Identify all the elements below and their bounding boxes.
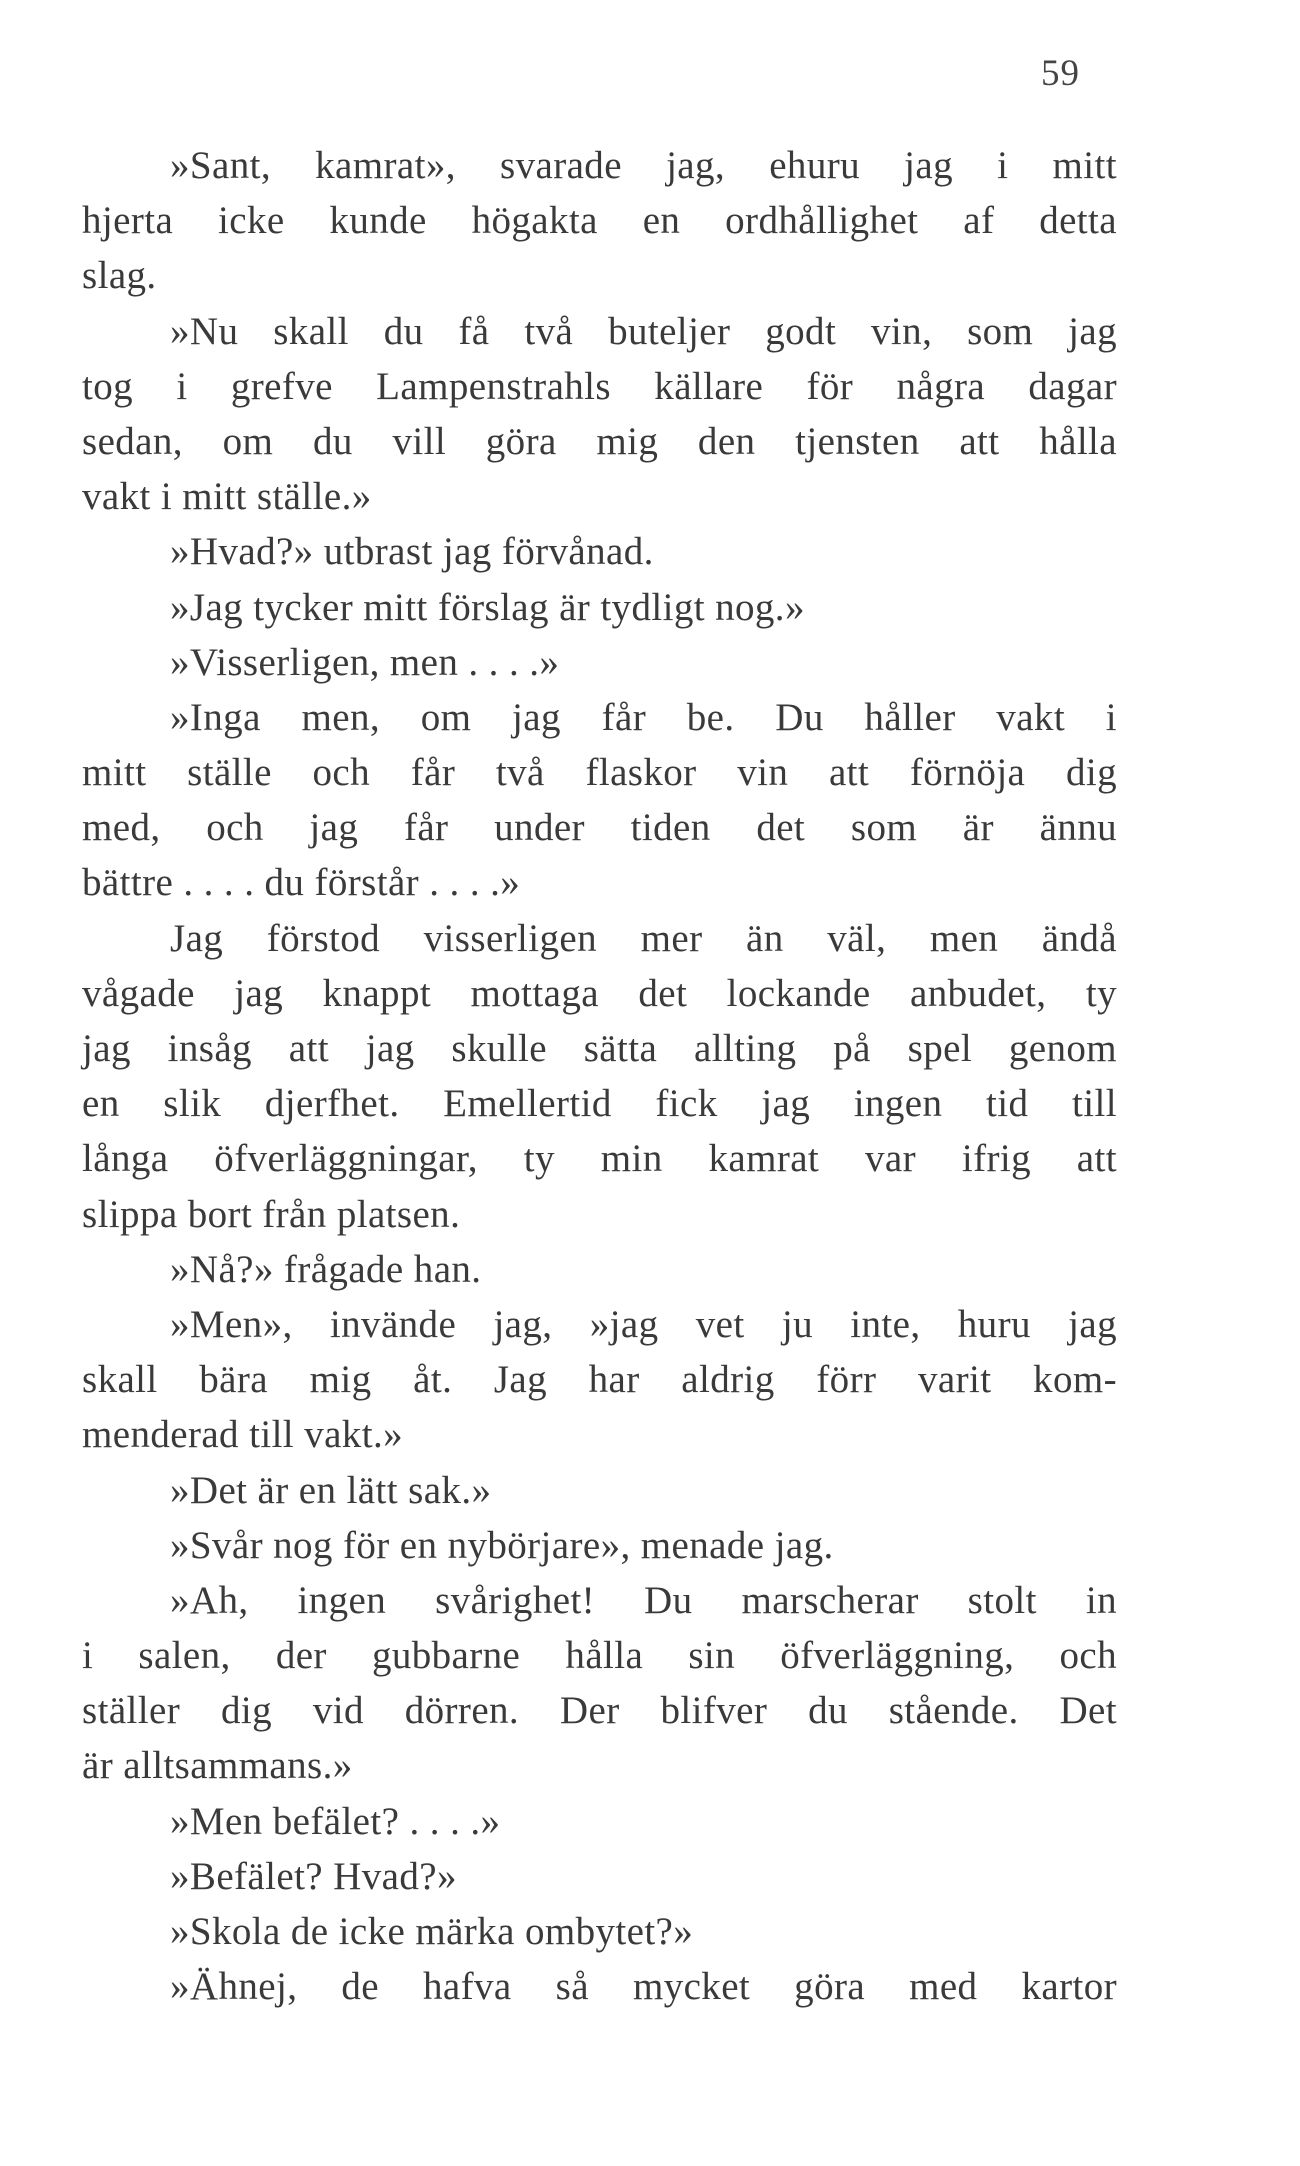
text-line: »Ähnej, de hafva så mycket göra med kartor [170, 1965, 1117, 2009]
text-line: »Det är en lätt sak.» [170, 1468, 492, 1512]
page-number: 59 [1041, 53, 1080, 94]
body-text [82, 138, 1117, 2014]
text-line: »Hvad?» utbrast jag förvånad. [170, 530, 654, 574]
text-line: »Sant, kamrat», svarade jag, ehuru jag i mitt [170, 144, 1117, 187]
text-line: vågade jag knappt mottaga det lockande anbudet, ty [82, 971, 1117, 1015]
text-line: bättre . . . . du förstår . . . .» [82, 861, 521, 905]
text-line: »Men befälet? . . . .» [170, 1799, 501, 1843]
text-line: »Nu skall du få två buteljer godt vin, som jag [170, 309, 1117, 353]
text-line: långa öfverläggningar, ty min kamrat var ifrig att [82, 1137, 1117, 1181]
text-line: tog i grefve Lampenstrahls källare för några dagar [82, 364, 1117, 408]
text-line: »Ah, ingen svårighet! Du marscherar stolt in [170, 1578, 1117, 1622]
text-line: en slik djerfhet. Emellertid fick jag ingen tid till [82, 1082, 1117, 1126]
text-line: »Men», invände jag, »jag vet ju inte, huru jag [170, 1302, 1117, 1346]
text-line: »Befälet? Hvad?» [170, 1854, 457, 1898]
text-line: Jag förstod visserligen mer än väl, men ändå [170, 916, 1117, 960]
text-line: slag. [82, 254, 157, 298]
text-line: med, och jag får under tiden det som är ännu [82, 806, 1117, 850]
text-line: »Skola de icke märka ombytet?» [170, 1910, 694, 1953]
text-line: är alltsammans.» [82, 1744, 353, 1788]
text-line: sedan, om du vill göra mig den tjensten att hålla [82, 419, 1117, 463]
text-line: mitt ställe och får två flaskor vin att förnöja dig [82, 751, 1117, 795]
text-line: »Inga men, om jag får be. Du håller vakt i [170, 695, 1117, 739]
text-line: hjerta icke kunde högakta en ordhållighet af detta [82, 199, 1117, 243]
text-line: menderad till vakt.» [82, 1413, 403, 1457]
text-line: jag insåg att jag skulle sätta allting på spel genom [82, 1027, 1117, 1070]
text-line: »Visserligen, men . . . .» [170, 640, 560, 684]
text-line: »Svår nog för en nybörjare», menade jag. [170, 1523, 834, 1567]
text-line: »Nå?» frågade han. [170, 1247, 482, 1291]
text-line: slippa bort från platsen. [82, 1192, 461, 1236]
text-line: i salen, der gubbarne hålla sin öfverläggning, och [82, 1634, 1117, 1678]
text-line: vakt i mitt ställe.» [82, 475, 372, 519]
text-line: ställer dig vid dörren. Der blifver du stående. Det [82, 1689, 1117, 1733]
text-line: skall bära mig åt. Jag har aldrig förr varit kom- [82, 1358, 1117, 1402]
text-line: »Jag tycker mitt förslag är tydligt nog.» [170, 585, 805, 629]
